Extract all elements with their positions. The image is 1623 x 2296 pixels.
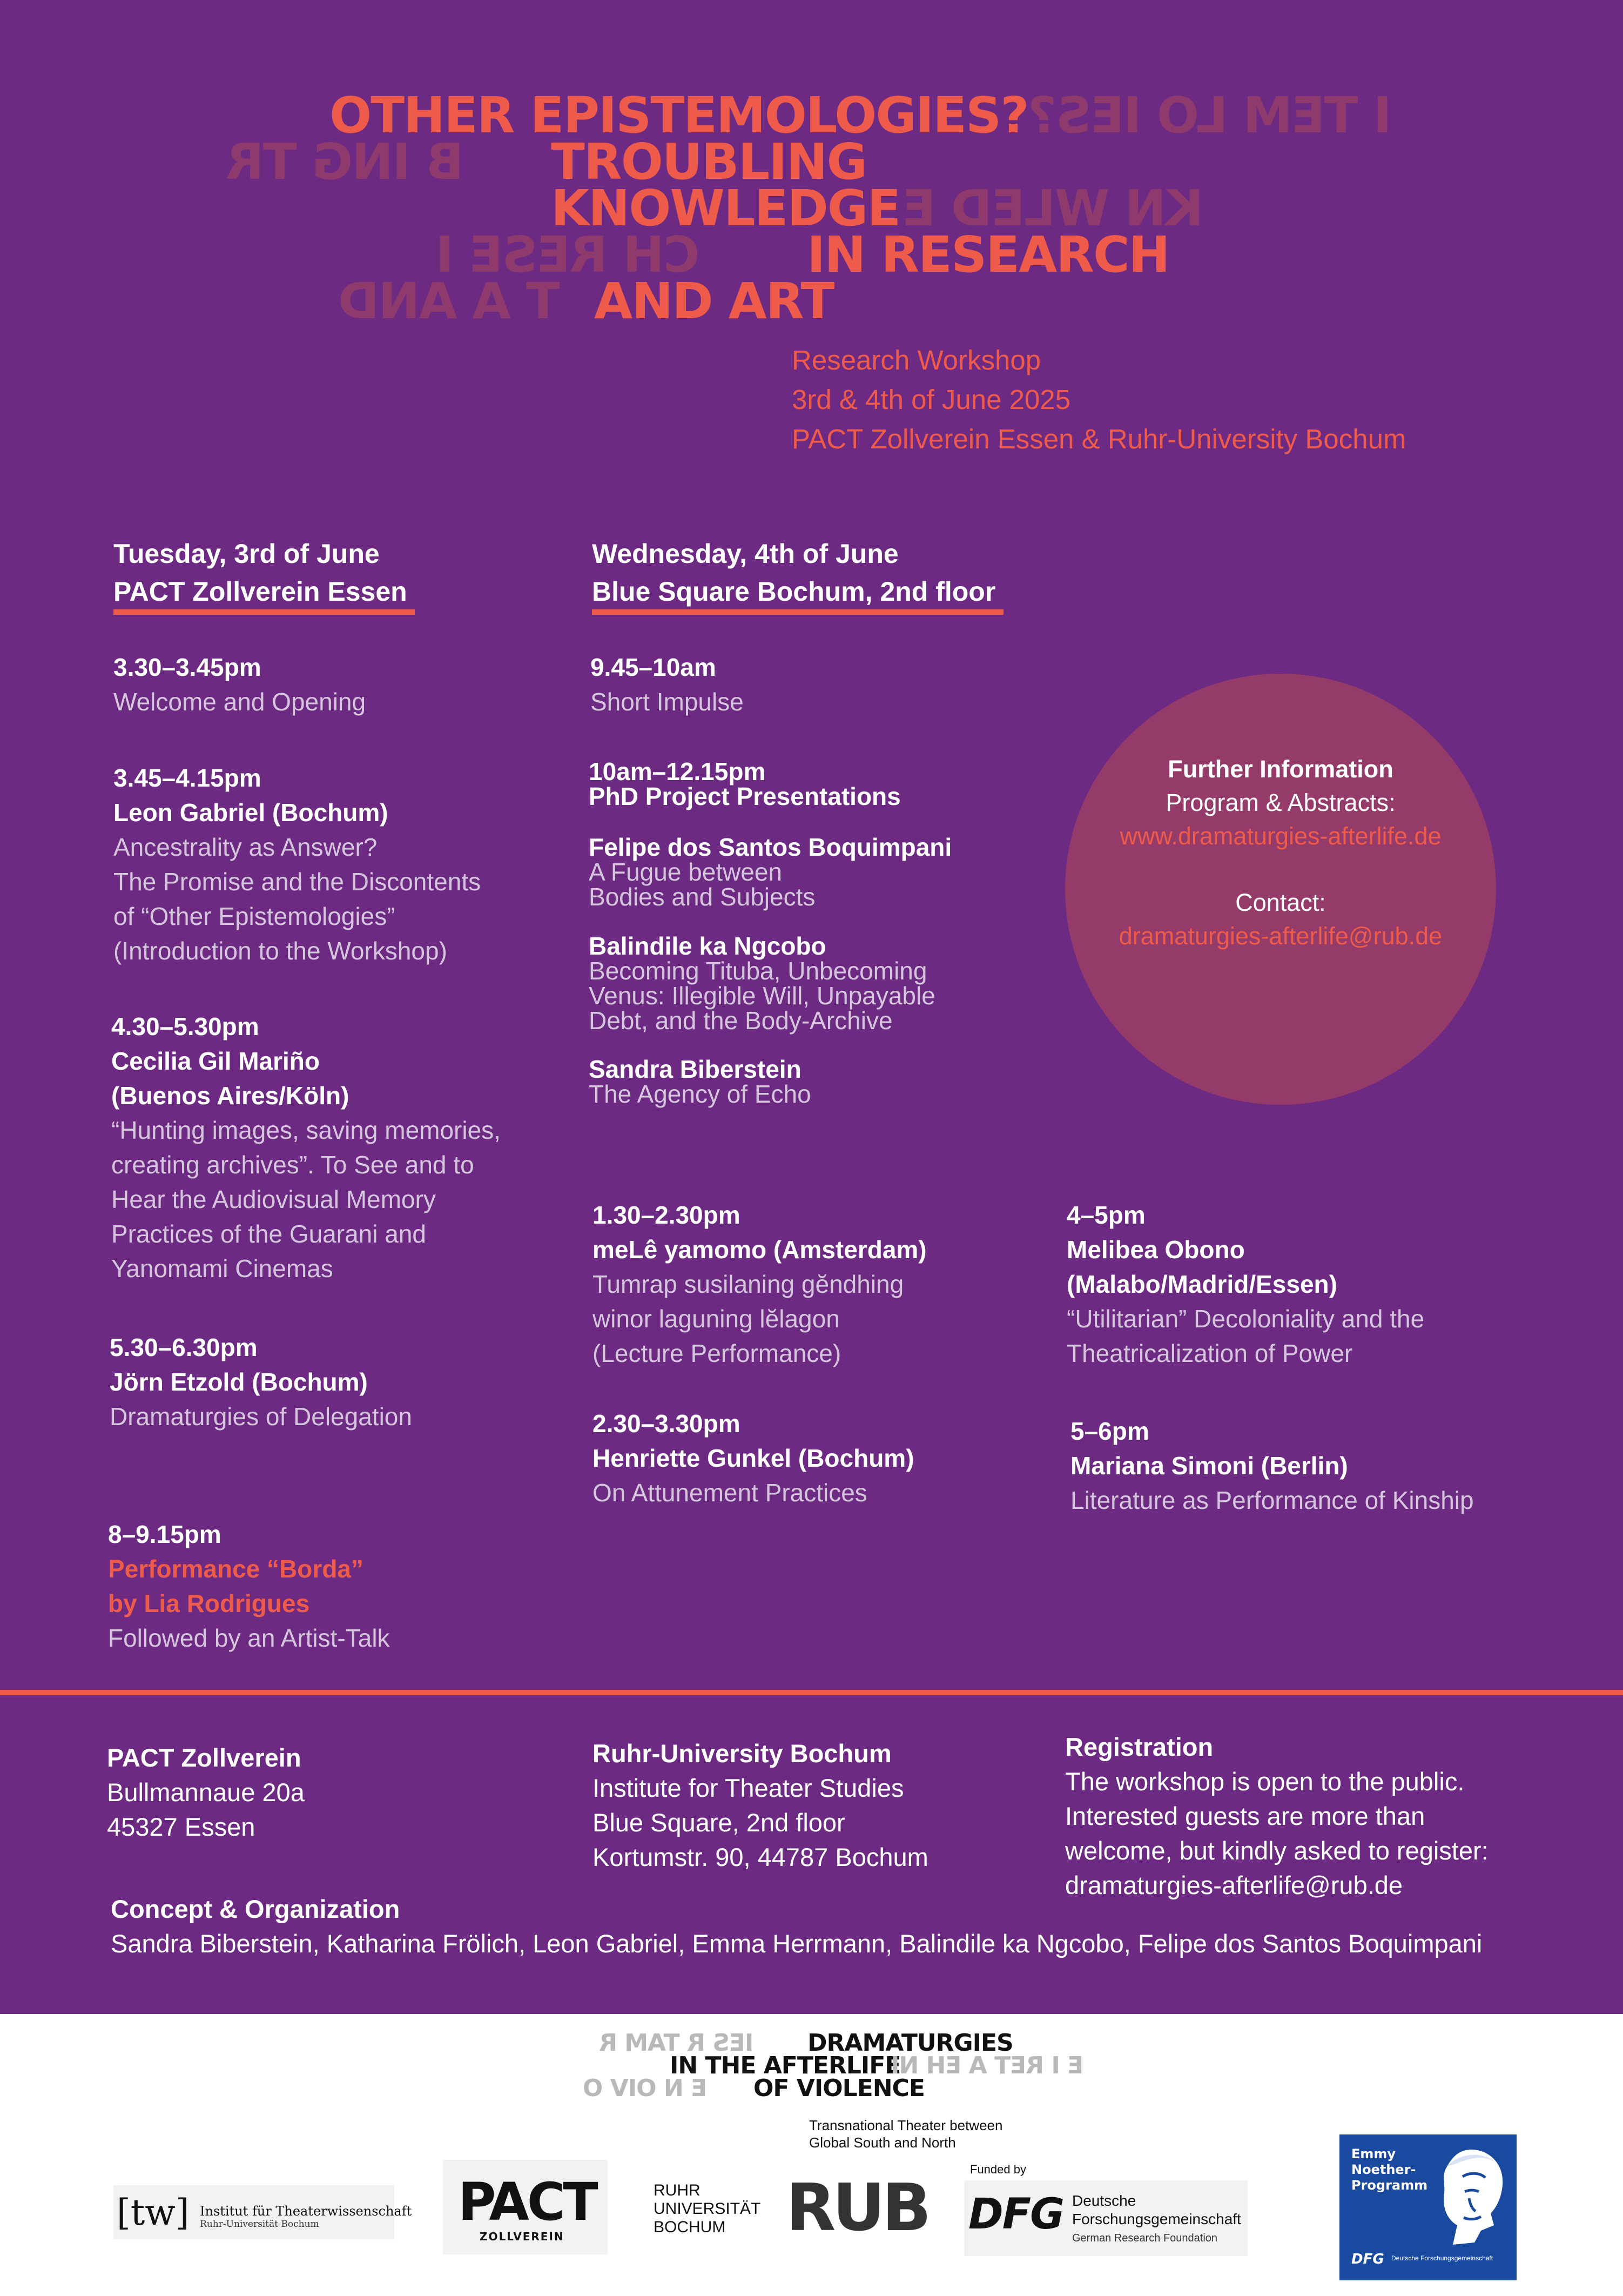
registration-line: Interested guests are more than (1065, 1802, 1425, 1830)
project-ghost-2: E I RET A EH NI (891, 2052, 1084, 2079)
rub-logo-text (654, 2181, 760, 2237)
session-time: 9.45–10am (590, 653, 716, 681)
session-time: 5.30–6.30pm (110, 1333, 258, 1361)
day1-session-4 (110, 1330, 596, 1434)
dfg-funded: Funded by (970, 2163, 1026, 2176)
registration-line: welcome, but kindly asked to register: (1065, 1836, 1489, 1865)
day2-phd-2 (589, 934, 1075, 1033)
session-desc: Tumrap susilaning gĕndhing (592, 1270, 904, 1298)
speaker-name: Felipe dos Santos Boquimpani (589, 833, 952, 861)
dfg-logo (964, 2180, 1248, 2256)
rub-text-1: RUHR (654, 2181, 701, 2199)
session-desc: “Hunting images, saving memories, (111, 1116, 501, 1144)
session-desc: Followed by an Artist-Talk (108, 1624, 390, 1652)
title-ghost-4: CH RESE I (436, 226, 700, 284)
address-line: Institute for Theater Studies (592, 1774, 904, 1802)
title-ghost-1: I TEM LO IES? (1029, 86, 1392, 144)
emmy-line-1: Emmy (1351, 2146, 1396, 2161)
portrait-icon (1431, 2144, 1512, 2247)
tw-line-2: Ruhr-Universität Bochum (200, 2219, 319, 2230)
speaker-name: (Buenos Aires/Köln) (111, 1082, 349, 1110)
day2-phd-3 (589, 1057, 1075, 1106)
session-desc: On Attunement Practices (592, 1479, 867, 1507)
speaker-name: Melibea Obono (1067, 1236, 1245, 1264)
day2-phd-1 (589, 835, 1075, 909)
event-dates: 3rd & 4th of June 2025 (792, 384, 1071, 415)
dfg-line-2: Forschungsgemeinschaft (1072, 2211, 1241, 2227)
emmy-text (1351, 2146, 1427, 2193)
registration-heading: Registration (1065, 1733, 1214, 1761)
dfg-line-3: German Research Foundation (1072, 2232, 1218, 2244)
concept-names: Sandra Biberstein, Katharina Frölich, Leon Gabriel, Emma Herrmann, Balindile ka Ngcobo, Felipe dos Santos Boquimpani (111, 1929, 1483, 1958)
session-desc: (Lecture Performance) (592, 1339, 841, 1367)
concept-organization (111, 1892, 1482, 1961)
event-type: Research Workshop (792, 345, 1041, 375)
session-desc: A Fugue between (589, 858, 783, 886)
address-line: Kortumstr. 90, 44787 Bochum (592, 1843, 928, 1871)
project-ghost-1: IES R TAM R (600, 2029, 754, 2057)
event-venues: PACT Zollverein Essen & Ruhr-University Bochum (792, 424, 1406, 454)
session-desc: Theatricalization of Power (1067, 1339, 1353, 1367)
speaker-name: Jörn Etzold (Bochum) (110, 1368, 368, 1396)
address-line: Blue Square, 2nd floor (592, 1808, 845, 1837)
day2-session-pm4 (1070, 1414, 1557, 1518)
pact-sub: ZOLLVEREIN (480, 2230, 564, 2243)
day1-session-1 (113, 650, 600, 719)
tw-logo (113, 2185, 412, 2239)
pact-address (107, 1741, 305, 1844)
title-line-3: KNOWLEDGE (551, 179, 900, 237)
rub-text-3: BOCHUM (654, 2218, 726, 2236)
speaker-name: Henriette Gunkel (Bochum) (592, 1444, 914, 1472)
title-line-4: IN RESEARCH (807, 226, 1169, 284)
project-sub-2: Global South and North (809, 2134, 956, 2151)
day1-session-5 (108, 1517, 594, 1655)
title-line-2: TROUBLING (551, 133, 866, 191)
session-desc: Debt, and the Body-Archive (589, 1006, 893, 1035)
emmy-dfg-sub: Deutsche Forschungsgemeinschaft (1391, 2254, 1493, 2262)
session-time: 10am–12.15pm (589, 757, 766, 786)
title-ghost-5: T A AND (339, 272, 560, 330)
project-line-2: IN THE AFTERLIFE (670, 2052, 901, 2079)
session-time: 3.30–3.45pm (113, 653, 261, 681)
day2-phd-header (589, 759, 1075, 809)
session-desc: Practices of the Guarani and (111, 1220, 426, 1248)
info-contact-label: Contact: (1235, 889, 1326, 916)
address-line: Bullmannaue 20a (107, 1778, 305, 1807)
session-desc: The Agency of Echo (589, 1080, 811, 1108)
session-desc: Hear the Audiovisual Memory (111, 1185, 436, 1213)
project-ghost-3: E N OIV O (583, 2075, 708, 2102)
emmy-line-3: Programm (1351, 2178, 1428, 2193)
info-website-link[interactable]: www.dramaturgies-afterlife.de (1120, 822, 1442, 850)
registration-email[interactable]: dramaturgies-afterlife@rub.de (1065, 1871, 1403, 1899)
speaker-name: Balindile ka Ngcobo (589, 932, 826, 960)
session-desc: Yanomami Cinemas (111, 1254, 333, 1283)
tw-mark: [tw] (117, 2192, 190, 2233)
info-heading: Further Information (1168, 755, 1393, 783)
emmy-line-2: Noether- (1351, 2162, 1416, 2177)
title-line-1: OTHER EPISTEMOLOGIES? (329, 86, 1028, 144)
session-time: 4.30–5.30pm (111, 1012, 259, 1040)
emmy-dfg-mark: DFG (1351, 2251, 1384, 2267)
registration (1065, 1730, 1489, 1903)
day1-date: Tuesday, 3rd of June (113, 539, 380, 569)
speaker-name: Cecilia Gil Mariño (111, 1047, 320, 1075)
day1-underline (113, 609, 415, 615)
session-desc: Literature as Performance of Kinship (1070, 1486, 1474, 1514)
session-desc: The Promise and the Discontents (113, 868, 481, 896)
speaker-name: Leon Gabriel (Bochum) (113, 798, 388, 827)
dfg-line-1: Deutsche (1072, 2192, 1136, 2209)
session-desc: (Introduction to the Workshop) (113, 937, 447, 965)
day1-venue: PACT Zollverein Essen (113, 576, 407, 607)
session-desc: creating archives”. To See and to (111, 1151, 474, 1179)
session-time: 1.30–2.30pm (592, 1201, 740, 1229)
dfg-mark: DFG (968, 2190, 1064, 2239)
info-circle (1065, 674, 1496, 1105)
session-time: 3.45–4.15pm (113, 764, 261, 792)
session-time: 2.30–3.30pm (592, 1409, 740, 1438)
rub-text-2: UNIVERSITÄT (654, 2200, 761, 2218)
title-ghost-2: B ING TR (227, 133, 464, 191)
session-time: 8–9.15pm (108, 1520, 221, 1548)
day1-session-3 (111, 1009, 597, 1286)
session-time: 4–5pm (1067, 1201, 1146, 1229)
registration-line: The workshop is open to the public. (1065, 1767, 1465, 1796)
session-title: PhD Project Presentations (589, 782, 901, 810)
info-program-label: Program & Abstracts: (1166, 789, 1396, 816)
info-email-link[interactable]: dramaturgies-afterlife@rub.de (1119, 922, 1443, 950)
session-desc: winor laguning lĕlagon (592, 1305, 840, 1333)
session-desc: Welcome and Opening (113, 688, 366, 716)
rub-name: Ruhr-University Bochum (592, 1739, 892, 1768)
session-desc: Becoming Tituba, Unbecoming (589, 957, 927, 985)
address-line: 45327 Essen (107, 1812, 255, 1841)
day2-underline (592, 609, 1004, 615)
project-line-3: OF VIOLENCE (753, 2075, 925, 2102)
session-desc: Ancestrality as Answer? (113, 833, 378, 861)
pact-logo (443, 2160, 608, 2254)
session-desc: Venus: Illegible Will, Unpayable (589, 982, 935, 1010)
session-desc: Dramaturgies of Delegation (110, 1402, 412, 1431)
footer-divider (0, 1690, 1623, 1695)
day2-session-pm3 (1067, 1198, 1553, 1371)
day2-session-pm1 (592, 1198, 1079, 1371)
rub-address (592, 1736, 928, 1875)
concept-heading: Concept & Organization (111, 1895, 400, 1923)
project-line-1: DRAMATURGIES (807, 2029, 1013, 2057)
day2-venue: Blue Square Bochum, 2nd floor (592, 576, 996, 607)
title-ghost-3: KN WLED E (903, 179, 1204, 237)
pact-mark: PACT (458, 2172, 596, 2232)
emmy-noether-logo (1339, 2134, 1517, 2280)
speaker-name: meLê yamomo (Amsterdam) (592, 1236, 927, 1264)
project-sub-1: Transnational Theater between (809, 2117, 1003, 2133)
performance-artist: by Lia Rodrigues (108, 1589, 310, 1617)
title-line-5: AND ART (594, 272, 834, 330)
session-desc: “Utilitarian” Decoloniality and the (1067, 1305, 1425, 1333)
pact-name: PACT Zollverein (107, 1743, 301, 1772)
speaker-name: Sandra Biberstein (589, 1055, 802, 1083)
performance-title: Performance “Borda” (108, 1555, 363, 1583)
rub-mark: RUB (786, 2171, 928, 2246)
day2-date: Wednesday, 4th of June (592, 539, 899, 569)
speaker-name: (Malabo/Madrid/Essen) (1067, 1270, 1337, 1298)
tw-line-1: Institut für Theaterwissenschaft (200, 2204, 412, 2219)
day1-session-2 (113, 761, 600, 968)
day2-session-1 (590, 650, 1076, 719)
session-desc: Bodies and Subjects (589, 883, 816, 911)
session-time: 5–6pm (1070, 1417, 1149, 1445)
logo-strip (0, 2014, 1623, 2296)
day2-session-pm2 (592, 1406, 1079, 1510)
speaker-name: Mariana Simoni (Berlin) (1070, 1452, 1348, 1480)
session-desc: of “Other Epistemologies” (113, 902, 395, 930)
session-desc: Short Impulse (590, 688, 744, 716)
